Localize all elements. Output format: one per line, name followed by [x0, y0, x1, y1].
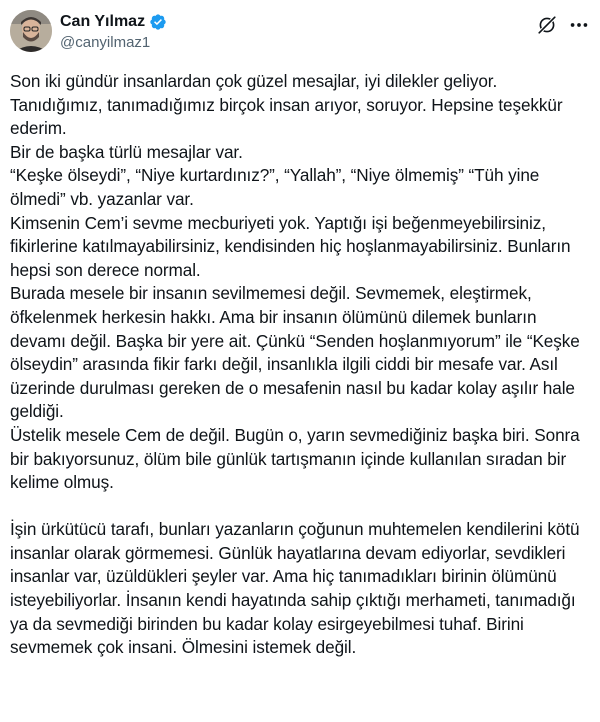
- tweet-paragraph: İşin ürkütücü tarafı, bunları yazanların çoğunun muhtemelen kendilerini kötü insanlar olarak görmemesi. Günlük hayatlarına devam ediyorlar, sevdikleri insanlar var, üzüldükleri şeyler var. Ama hiç tanımadıkları birinin ölümünü isteyebiliyorlar. İnsanın kendi hayatında sahip çıktığı merhameti, tanımadığı ya da sevmediği birinden bu kadar kolay esirgeyebilmesi tuhaf. Birini sevmemek çok insani. Ölmesini istemek değil.: [10, 519, 585, 658]
- tweet-header: [8, 10, 592, 56]
- author-names: [60, 12, 167, 53]
- tweet-paragraph: Kimsenin Cem’i sevme mecburiyeti yok. Yaptığı işi beğenmeyebilirsiniz, fikirlerine katılmayabilirsiniz, kendisinden hiç hoşlanmayabilirsiniz. Bunların hepsi son derece normal.: [10, 212, 576, 280]
- tweet-text: [10, 70, 592, 660]
- tweet-paragraph: Burada mesele bir insanın sevilmemesi değil. Sevmemek, eleştirmek, öfkelenmek herkesin hakkı. Ama bir insanın ölümünü dilemek bunların devamı değil. Başka bir yere ait. Çünkü “Senden hoşlanmıyorum” ile “Keşke ölseydin” arasında fikir farkı değil, insanlıkla ilgili ciddi bir mesafe var. Asıl üzerinde durulması gereken de o mesafenin nasıl bu kadar kolay aşılır hale geldiği.: [10, 283, 585, 422]
- paragraph-spacer: [10, 495, 592, 519]
- display-name-row: [60, 12, 167, 32]
- more-horizontal-icon[interactable]: [568, 14, 590, 36]
- tweet-paragraph: Üstelik mesele Cem de değil. Bugün o, yarın sevmediğiniz başka biri. Sonra bir bakıyorsunuz, ölüm bile günlük tartışmanın içinde kullanılan sıradan bir kelime olmuş.: [10, 424, 585, 493]
- tweet-paragraph: Bir de başka türlü mesajlar var.: [10, 141, 243, 162]
- tweet-paragraph: “Keşke ölseydi”, “Niye kurtardınız?”, “Yallah”, “Niye ölmemiş” “Tüh yine ölmedi” vb. yazanlar var.: [10, 165, 544, 209]
- avatar[interactable]: [10, 10, 52, 52]
- avatar-image: [10, 10, 52, 52]
- display-name[interactable]: Can Yılmaz: [60, 13, 146, 30]
- tweet-paragraph: Son iki gündür insanlardan çok güzel mesajlar, iyi dilekler geliyor. Tanıdığımız, tanımadığımız birçok insan arıyor, soruyor. Hepsine teşekkür ederim.: [10, 71, 568, 139]
- verified-badge-icon: [149, 13, 167, 31]
- grok-icon[interactable]: [536, 14, 558, 36]
- author-handle[interactable]: @canyilmaz1: [60, 34, 151, 51]
